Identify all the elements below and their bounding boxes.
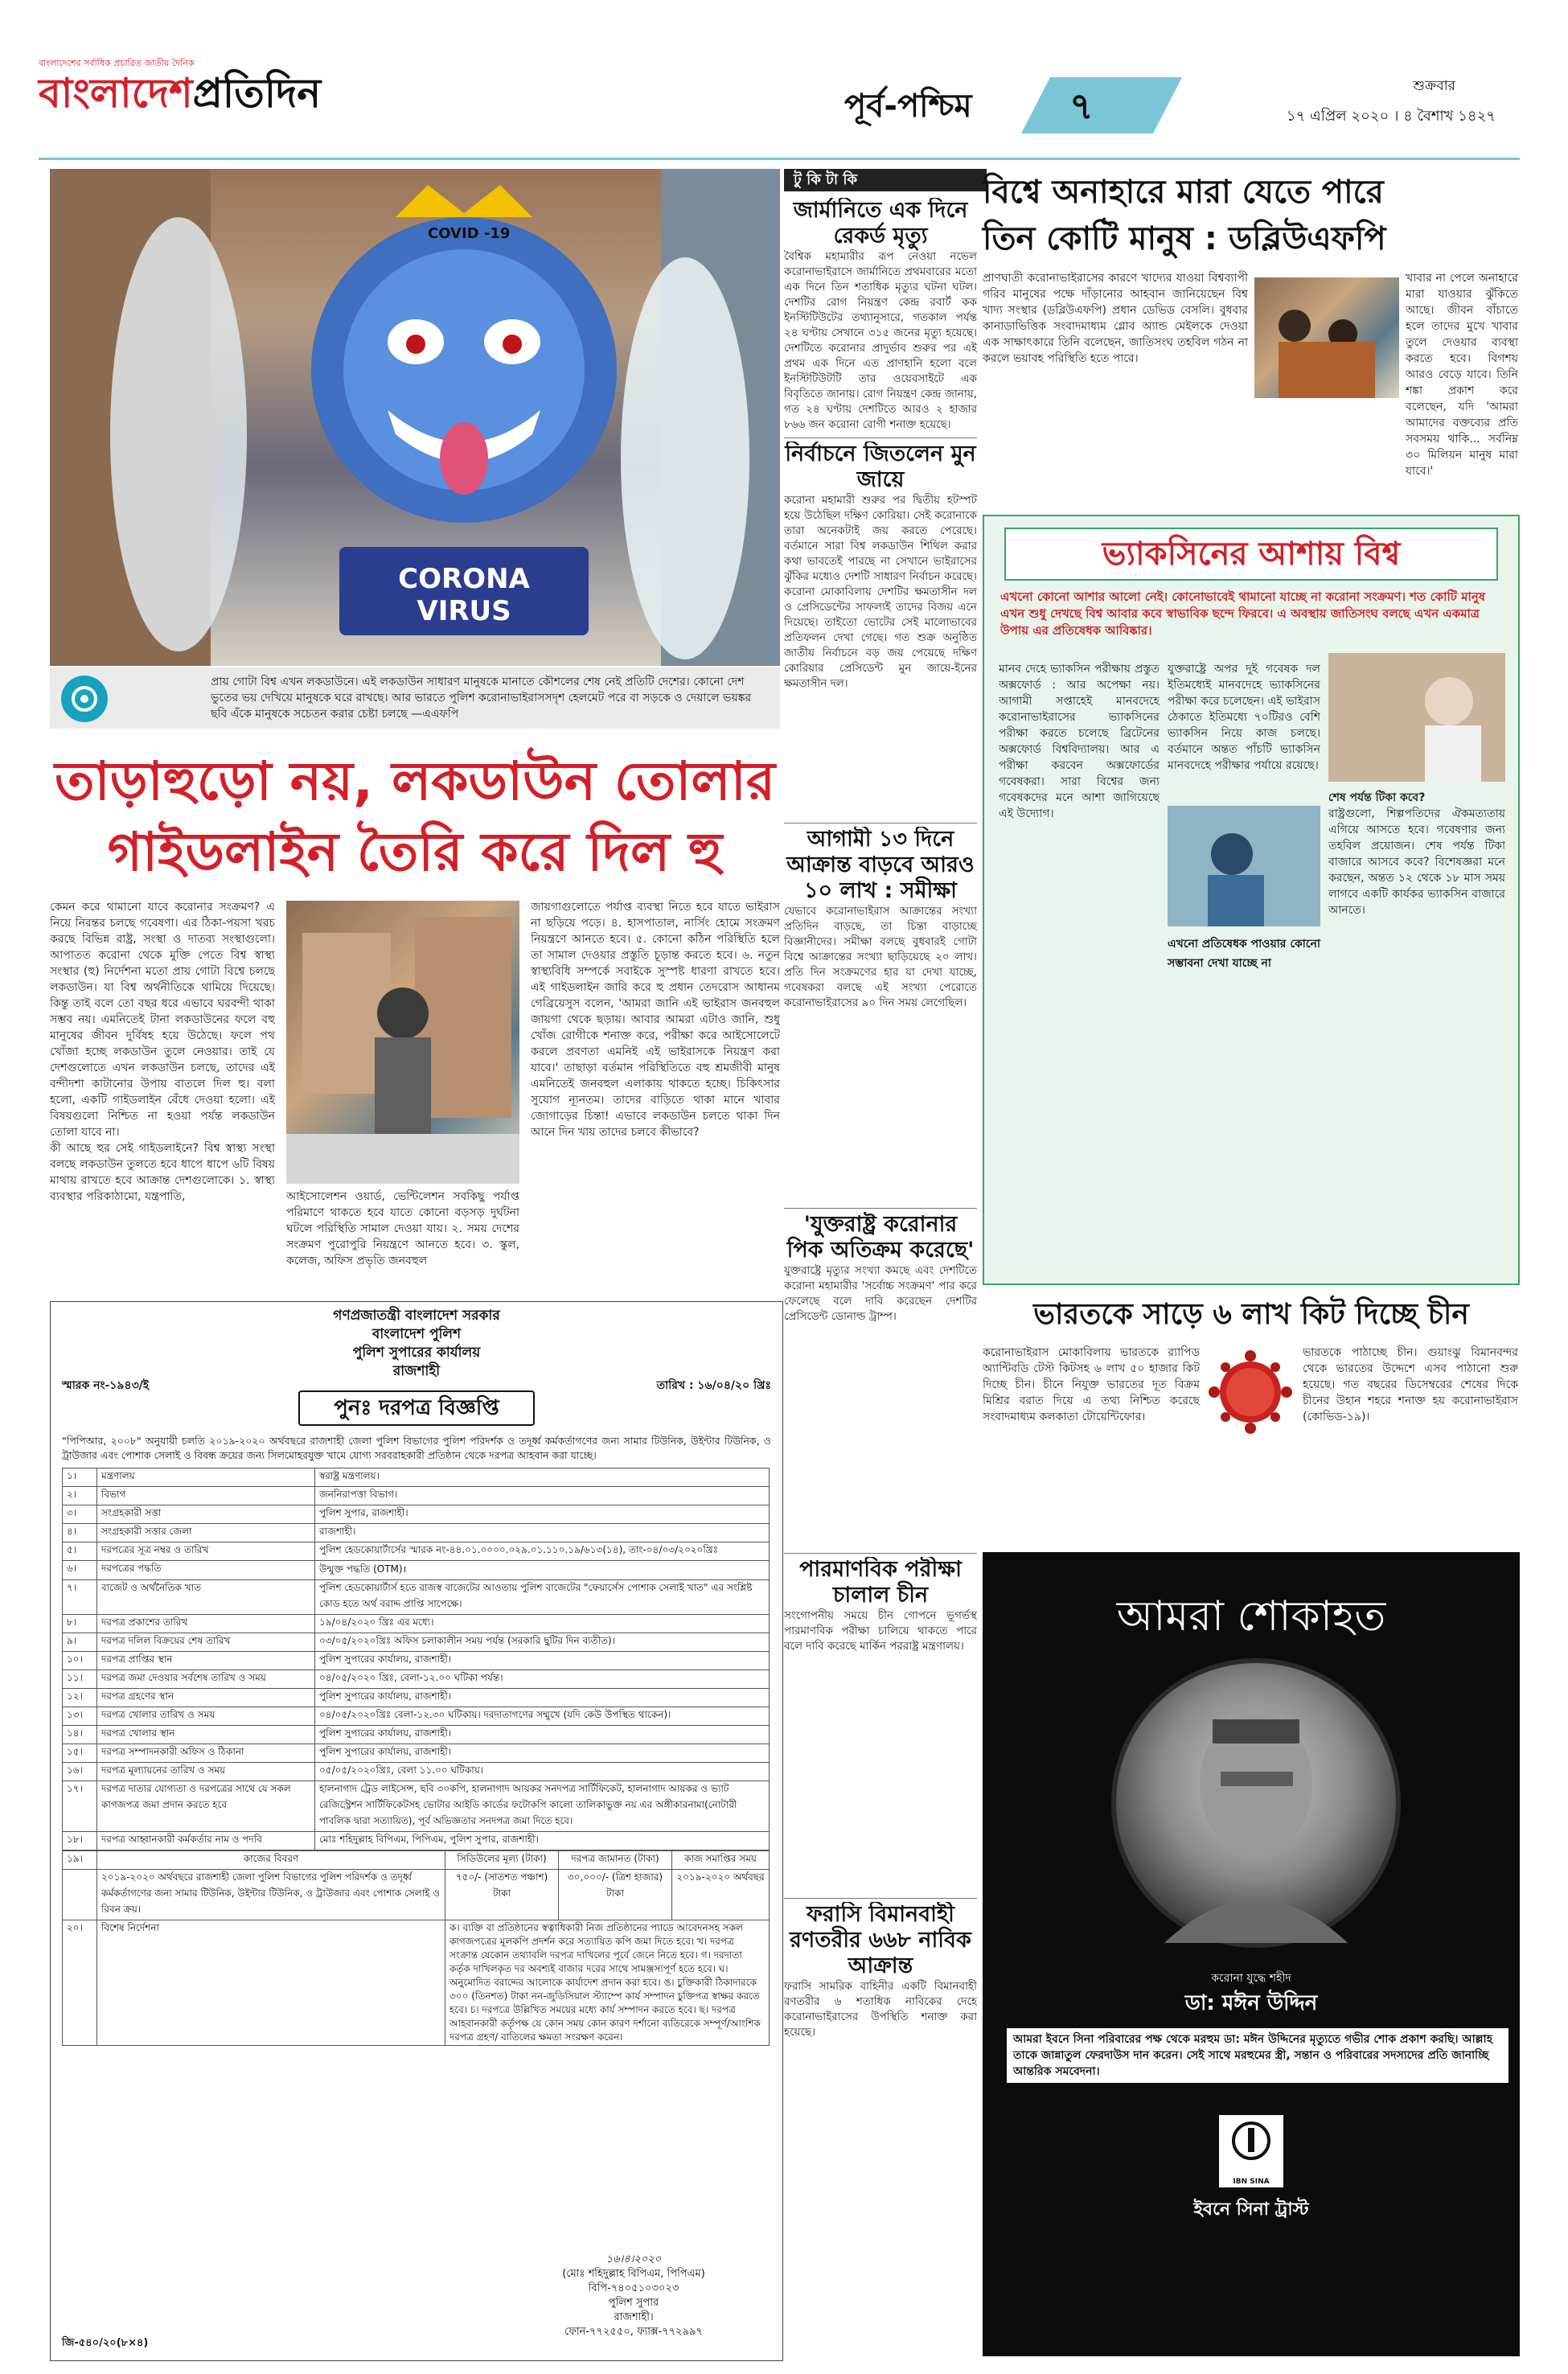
hunger-headline-line2: তিন কোটি মানুষ : ডব্লিউএফপি	[983, 220, 1386, 257]
sign-phone: ফোন-৭৭২৫৫০, ফ্যাক্স-৭৭২৯৯৭	[564, 2326, 703, 2338]
tender-cell-label: দরপত্র খোলার তারিখ ও সময়	[97, 1707, 315, 1726]
tender-cell-label: দরপত্র খোলার স্থান	[97, 1726, 315, 1744]
tender-cell-value: পুলিশ হেডকোয়ার্টার্স হতে রাজস্ব বাজেটের আওতায় পুলিশ বাজেটের "ফেয়ার্সেস পোশাক সেলাই খাত" এর সংশ্লিষ্ট কোড হতে অর্থ বরাদ্দ প্রাপ্তি সাপেক্ষে।	[315, 1580, 770, 1615]
story-moon-title: নির্বাচনে জিতলেন মুন জায়ে	[785, 442, 976, 492]
work-security: ৩০,০০০/- (ত্রিশ হাজার) টাকা	[559, 1870, 672, 1920]
tender-cell-value: ০৪/০৫/২০২০খ্রিঃ বেলা-১২.৩০ ঘটিকায়। দরদাতাগণের সম্মুখে (যদি কেউ উপস্থিত থাকেন)।	[315, 1707, 770, 1726]
lockdown-headline-line1: তাড়াহুড়ো নয়, লকডাউন তোলার	[54, 750, 776, 812]
story-moon-body: করোনা মহামারী শুরুর পর দ্বিতীয় হটস্পট হয়ে উঠেছিল দক্ষিণ কোরিয়া। সেই করোনাকে তারা অনেকটাই জয় করতে পেরেছে। বর্তমানে সারা বিশ্ব লকডাউন শিথিল করার কথা ভাবতেই পারছে না সেখানে ভাইরাসের ঝুঁকির মধ্যেও দেশটি সাধারণ নির্বাচন করেছে। করোনা মোকাবিলায় দেশটির ক্ষমতাসীন দল ও প্রেসিডেন্টের সাফল্যই তাদের বিজয় এনে দিয়েছে। তাইতো ভোটের সেই মালোভাবের প্রতিফলন দেখা গেছে। গত শুক্র অনুষ্ঠিত জাতীয় নির্বাচনে বড় জয় পেয়েছে দক্ষিণ কোরিয়ার প্রেসিডেন্ট মুন জায়ে-ইনের ক্ষমতাসীন দল।	[784, 494, 977, 690]
story-french-carrier-body: ফরাসি সামরিক বাহিনীর একটি বিমানবাহী রণতরীর ৬ শতাধিক নাবিকের দেহে করোনাভাইরাসের উপস্থিতি শনাক্ত করা হয়েছে।	[784, 1980, 977, 2039]
obituary-portrait	[1111, 1658, 1401, 1948]
special-label: বিশেষ নির্দেশনা	[97, 1920, 445, 2046]
tender-cell-label: সংগ্রহকারী সত্তার জেলা	[97, 1524, 315, 1542]
vaccine-photo-patient	[1328, 653, 1505, 782]
story-french-carrier	[784, 1902, 977, 2352]
tender-cell-no: ৪।	[63, 1524, 97, 1542]
story-china-nuclear-title: পারমাণবিক পরীক্ষা চালাল চীন	[799, 1557, 962, 1608]
tender-cell-label: দরপত্র মূল্যায়নের তারিখ ও সময়	[97, 1763, 315, 1781]
tender-row	[63, 1832, 770, 1850]
work-table-header: ১৯। কাজের বিবরণ সিডিউলের মূল্য (টাকা) দরপত্র জামানত (টাকা) কাজ সমাপ্তির সময়	[63, 1851, 770, 1870]
tender-row	[63, 1468, 770, 1487]
tender-row	[63, 1781, 770, 1832]
tender-banner: পুনঃ দরপত্র বিজ্ঞপ্তি	[298, 1390, 535, 1426]
story-survey-title: আগামী ১৩ দিনে আক্রান্ত বাড়বে আরও ১০ লাখ : সমীক্ষা	[786, 827, 975, 903]
tender-cell-label: দরপত্র দলিল বিক্রয়ের শেষ তারিখ	[97, 1633, 315, 1652]
tender-cell-value: রাজশাহী।	[315, 1524, 770, 1542]
tender-cell-no: ১৫।	[63, 1744, 97, 1763]
virus-graphic	[1206, 1348, 1295, 1436]
tender-cell-value: হালনাগাদ ট্রেড লাইসেন্স, ছবি ৩০কপি, হালনাগাদ আয়কর সনদপত্র সার্টিফিকেট, হালনাগাদ আয়কর ও ভ্যাট রেজিস্ট্রেশন সার্টিফিকেটসহ ভোটার আইডি কার্ডের ফটোকপি কালো তালিকাভুক্ত নয় এর অঙ্গীকারনামা(নোটারী পাবলিক দ্বারা সত্যায়িত), পূর্ব অভিজ্ঞতার সনদপত্র জমা দিতে হবে।	[315, 1781, 770, 1832]
tender-cell-value: জননিরাপত্তা বিভাগ।	[315, 1487, 770, 1505]
tender-header-line2: বাংলাদেশ পুলিশ	[371, 1326, 462, 1342]
story-survey	[784, 827, 977, 1205]
obituary-ad	[983, 1552, 1520, 2356]
vaccine-oxford-sub: এখনো প্রতিষেধক পাওয়ার কোনো সম্ভাবনা দেখা যাচ্ছে না	[1168, 938, 1320, 970]
work-table-row	[63, 1870, 770, 1920]
tender-cell-no: ১৮।	[63, 1832, 97, 1850]
special-text: ক। ব্যক্তি বা প্রতিষ্ঠানের স্বত্বাধিকারী নিজ প্রতিষ্ঠানের প্যাডে আবেদনসহ সকল কাগজপত্রের মূলকপি প্রদর্শন করে সত্যায়িত কপি জমা দিতে হবে। খ। দরপত্র সংক্রান্ত যেকোন তথ্যাবলি দরপত্র দাখিলের পূর্বে জেনে নিতে হবে। গ। দরদাতা কর্তৃক দাখিলকৃত দর অবশ্যই বাজার দরের সাথে সামঞ্জস্যপূর্ণ হতে হবে। ঘ। অনুমোদিত বরাদ্দের আলোকে কার্যাদেশ প্রদান করা হবে। ঙ। চুক্তিকারী ঠিকাদারকে ৩০০ (তিনশত) টাকা নন-জুডিসিয়াল স্ট্যাম্পে কার্য সম্পাদন চুক্তিপত্র স্বাক্ষর করতে হবে। চ। দরপত্রে উল্লিখিত সময়ের মধ্যে কার্য সম্পাদন করতে হবে। ছ। দরপত্র আহবানকারী কর্তৃপক্ষ যে কোন সময় কোন কারণ দর্শানো ব্যতিরেকে সম্পূর্ণ/আংশিক দরপত্র গ্রহণ/ বাতিলের ক্ষমতা সংরক্ষণ করেন।	[445, 1920, 770, 2046]
caption-text: প্রায় গোটা বিশ্ব এখন লকডাউনে। এই লকডাউন সাধারণ মানুষকে মানাতে কৌশলের শেষ নেই প্রতিটি দেশের। কোনো দেশ ভুতের ভয় দেখিয়ে মানুষকে ঘরে রাখছে। আর ভারতে পুলিশ করোনাভাইরাসসদৃশ হেলমেট পরে বা সড়কে ও দেয়ালে ভয়ঙ্কর ছবি এঁকে মানুষকে সচেতন করার চেষ্টা চলছে —এএফপি	[211, 676, 752, 721]
tender-cell-no: ১৭।	[63, 1781, 97, 1832]
logo-name-part2: প্রতিদিন	[192, 70, 322, 117]
story-germany	[784, 198, 977, 434]
tender-header-line4: রাজশাহী	[392, 1363, 441, 1379]
vaccine-intro: এখনো কোনো আশার আলো নেই। কোনোভাবেই থামানো যাচ্ছে না করোনা সংক্রমণ। শত কোটি মানুষ এখন শুধু দেখছে বিশ্ব আবার কবে স্বাভাবিক ছন্দে ফিরবে। এ অবস্থায় জাতিসংঘ বলছে এখন একমাত্র উপায় এর প্রতিষেধক আবিষ্কার।	[1000, 589, 1486, 638]
hunger-headline-line1: বিশ্বে অনাহারে মারা যেতে পারে	[983, 174, 1384, 211]
work-table	[62, 1850, 770, 2046]
page-number-badge	[1021, 77, 1182, 133]
tender-cell-label: দরপত্রের সূত্র নম্বর ও তারিখ	[97, 1542, 315, 1561]
tender-row	[63, 1744, 770, 1763]
tender-cell-no: ৭।	[63, 1580, 97, 1615]
man-balcony-photo	[286, 901, 519, 1184]
section-title: পূর্ব-পশ্চিম	[844, 88, 972, 125]
sign-post: পুলিশ সুপার	[608, 2297, 659, 2309]
tender-cell-value: পুলিশ সুপার, রাজশাহী।	[315, 1505, 770, 1524]
sign-date: ১৬।৪।২০২০	[605, 2253, 662, 2265]
tender-cell-label: দরপত্র সম্পাদনকারী অফিস ও ঠিকানা	[97, 1744, 315, 1763]
tender-row	[63, 1505, 770, 1524]
tender-row	[63, 1726, 770, 1744]
sign-name: (মোঃ শহিদুল্লাহ বিপিএম, পিপিএম)	[562, 2268, 705, 2280]
work-header-desc: কাজের বিবরণ	[97, 1851, 445, 1870]
tuki-taki-label: টু কি টা কি	[784, 169, 987, 191]
india-headline: ভারতকে সাড়ে ৬ লাখ কিট দিচ্ছে চীন	[1033, 1298, 1469, 1331]
tender-row	[63, 1763, 770, 1781]
lockdown-col3: জায়গাগুলোতে পর্যাপ্ত ব্যবস্থা নিতে হবে যাতে ভাইরাস না ছড়িয়ে পড়ে। ৪. হাসপাতাল, নার্সিং হোমে সংক্রমণ নিয়ন্ত্রণে আনতে হবে। ৫. কোনো কঠিন পরিস্থিতি হলে তা সামাল দেওয়ার প্রস্তুতি চূড়ান্ত করতে হবে। ৬. নতুন স্বাস্থ্যবিধি সম্পর্কে সবাইকে সুস্পষ্ট ধারণা রাখতে হবে। এই গাইডলাইন জারি করে হু প্রধান তেদরোস আধানম গেব্রিয়েসুস বলেন, 'আমরা জানি এই ভাইরাস জনবহুল জায়গা থেকে ছড়ায়। আবার আমরা এটাও জানি, শুধু খোঁজ রোগীকে শনাক্ত করে, পরীক্ষা করে আইসোলেটে করলে প্রবণতা এমনিই এই ভাইরাসকে নিয়ন্ত্রণ করা যাবে।' তাছাড়া বর্তমান পরিস্থিতিতে বহু শ্রমজীবী মানুষ এমনিতেই জনবহুল এলাকায় থাকতে হচ্ছে। চিকিৎসার সুযোগ ন্যূনতম। তাদের বাড়িতে থাকা মানে খাবার জোগাড়ের চিন্তা! এভাবে লকডাউন চলতে থাকা দিন আনে দিন খায় তাদের চলবে কীভাবে?	[531, 901, 780, 1139]
tender-cell-label: মন্ত্রণালয়	[97, 1468, 315, 1487]
tender-header-line1: গণপ্রজাতন্ত্রী বাংলাদেশ সরকার	[333, 1308, 500, 1324]
tender-row	[63, 1524, 770, 1542]
tender-cell-value: মোঃ শহিদুল্লাহ বিপিএম, পিপিএম, পুলিশ সুপার, রাজশাহী।	[315, 1832, 770, 1850]
lockdown-col2: আইসোলেশন ওয়ার্ড, ভেন্টিলেশন সবকিছু পর্যাপ্ত পরিমাণে থাকতে হবে যাতে কোনো বড়সড় দুর্ঘটনা ঘটলে পরিস্থিতি সামাল দেওয়া যায়। ২. সময় দেশের সংক্রমণ পুরোপুরি নিয়ন্ত্রণে আনতে হবে। ৩. স্কুল, কলেজ, অফিস প্রভৃতি জনবহুল	[286, 1190, 519, 1267]
story-moon	[784, 442, 977, 819]
work-time: ২০১৯-২০২০ অর্থবছর	[672, 1870, 770, 1920]
vaccine-title: ভ্যাকসিনের আশায় বিশ্ব	[1004, 528, 1498, 581]
tender-cell-value: স্বরাষ্ট্র মন্ত্রণালয়।	[315, 1468, 770, 1487]
photo-caption	[50, 667, 780, 729]
tender-cell-label: বিভাগ	[97, 1487, 315, 1505]
tender-cell-label: দরপত্রের পদ্ধতি	[97, 1561, 315, 1580]
work-desc: ২০১৯-২০২০ অর্থবছরে রাজশাহী জেলা পুলিশ বিভাগের পুলিশ পরিদর্শক ও তদূর্ধ্ব কর্মকর্তাগণের জন্য সামার টিউনিক, উইন্টার টিউনিক, ও ট্রাউজার এবং পোশাক সেলাই ও রিবন ক্রয়।	[97, 1870, 445, 1920]
tender-cell-label: দরপত্র জমা দেওয়ার সর্বশেষ তারিখ ও সময়	[97, 1670, 315, 1689]
section-header	[804, 77, 1504, 133]
masthead-rule	[39, 158, 1520, 160]
tender-table	[62, 1468, 770, 1850]
weekday: শুক্রবার	[1413, 78, 1455, 94]
lockdown-headline-line2: গাইডলাইন তৈরি করে দিল হু	[107, 821, 723, 883]
tender-row	[63, 1689, 770, 1707]
vaccine-col3-text: রাষ্ট্রগুলো, শিল্পপতিদের ঐকমত্যতায় এগিয়ে আসতে হবে। গবেষণার জন্য তহবিল প্রয়োজন। শেষ পর্যন্ত টিকা বাজারে আসবে কবে? বিশেষজ্ঞরা মনে করছেন, অন্তত ১২ থেকে ১৮ মাস সময় লাগবে একটি কার্যকর ভ্যাকসিন বাজারে আনতে।	[1328, 807, 1505, 917]
tender-cell-no: ৫।	[63, 1542, 97, 1561]
lockdown-col1b-text: কী আছে হুর সেই গাইডলাইনে? বিশ্ব স্বাস্থ্য সংস্থা বলছে লকডাউন তুলতে হবে ধাপে ধাপে ৬টি বিষয় মাথায় রাখতে হবে আক্রান্ত দেশগুলোকে। ১. স্বাস্থ্য ব্যবস্থার পরিকাঠামো, যন্ত্রপাতি,	[50, 1142, 275, 1203]
sign-id: বিপি-৭৪০৫১০৩০২৩	[588, 2282, 679, 2294]
tender-row	[63, 1633, 770, 1652]
story-china-nuclear-body: সংগোপনীয় সময়ে চীন গোপনে ভূগর্ভস্থ পারমাণবিক পরীক্ষা চালিয়ে থাকতে পারে বলে দাবি করেছে মার্কিন পররাষ্ট্র মন্ত্রণালয়।	[784, 1609, 977, 1653]
tender-cell-label: দরপত্র দাতার যোগ্যতা ও দরপত্রের সাথে যে সকল কাগজপত্র জমা প্রদান করতে হবে	[97, 1781, 315, 1832]
story-us-peak	[784, 1212, 977, 1550]
vaccine-question: শেষ পর্যন্ত টিকা কবে?	[1328, 791, 1426, 804]
tender-row	[63, 1615, 770, 1633]
tender-cell-no: ৮।	[63, 1615, 97, 1633]
story-germany-title: জার্মানিতে এক দিনে রেকর্ড মৃত্যু	[793, 198, 968, 248]
tender-cell-no: ১৩।	[63, 1707, 97, 1726]
vaccine-col2: যুক্তরাষ্ট্রে অপর দুই গবেষক দল ইতিমধ্যেই মানবদেহে ভ্যাকসিনের পরীক্ষা করে চলেছেন। এই ভাইরাস ঠেকাতে ইতিমধ্যে ৭০টিরও বেশি ভ্যাকসিন নিয়ে কাজ চলছে। বর্তমানে অন্তত পাঁচটি ভ্যাকসিন মানবদেহে পরীক্ষার পর্যায়ে রয়েছে।	[1168, 663, 1320, 772]
india-col1: করোনাভাইরাস মোকাবিলায় ভারতকে র‌্যাপিড অ্যান্টিবডি টেস্ট কিটসহ ৬ লাখ ৫০ হাজার কিট দিচ্ছে চীন। চীনে নিযুক্ত ভারতের দূত বিক্রম মিশ্রির বরাত দিয়ে এ তথ্য নিশ্চিত করেছে সংবাদমাধ্যম কলকাতা টোয়েন্টিফোর।	[983, 1346, 1200, 1423]
lockdown-col1	[50, 899, 275, 1293]
issue-date: ১৭ এপ্রিল ২০২০ । ৪ বৈশাখ ১৪২৭	[1286, 108, 1496, 125]
tender-row	[63, 1561, 770, 1580]
work-schedule: ৭৫০/- (সাতশত পঞ্চাশ) টাকা	[445, 1870, 559, 1920]
tender-cell-value: পুলিশ সুপারের কার্যালয়, রাজশাহী।	[315, 1652, 770, 1670]
lockdown-headline	[50, 746, 780, 888]
vaccine-feature	[983, 515, 1520, 1285]
story-germany-body: বৈশ্বিক মহামারীর রূপ নেওয়া নভেল করোনাভাইরাসে জার্মানিতে প্রথমবারের মতো এক দিনে তিন শতাধিক মৃত্যুর ঘটনা ঘটল। দেশটির রোগ নিয়ন্ত্রণ কেন্দ্র রবার্ট কক ইনস্টিটিউটের তথ্যানুসারে, গতকাল পর্যন্ত ২৪ ঘণ্টায় সেখানে ৩১৫ জনের মৃত্যু হয়েছে। দেশটিতে করোনার প্রাদুর্ভাব শুরুর পর এই প্রথম এক দিনে এত প্রাণহানি হলো বলে ইনস্টিটিউটটি তার ওয়েবসাইটে এক বিবৃতিতে জানায়। রোগ নিয়ন্ত্রণ কেন্দ্র জানায়, গত ২৪ ঘণ্টায় দেশটিতে আরও ২ হাজার ৮৬৬ জন করোনা রোগী শনাক্ত হয়েছে।	[784, 250, 977, 431]
tender-cell-label: দরপত্র গ্রহণের স্থান	[97, 1689, 315, 1707]
page-number: ৭	[1069, 84, 1094, 128]
logo-name-part1: বাংলাদেশ	[39, 70, 193, 117]
tender-cell-no: ১২।	[63, 1689, 97, 1707]
tender-cell-value: ০৫/০৫/২০২০খ্রিঃ, বেলা ১১.০০ ঘটিকায়।	[315, 1763, 770, 1781]
work-header-security: দরপত্র জামানত (টাকা)	[559, 1851, 672, 1870]
hunger-headline	[983, 169, 1520, 262]
hunger-photo	[1254, 277, 1399, 398]
hunger-col2: খাবার না পেলে অনাহারে মারা যাওয়ার ঝুঁকিতে আছে। জীবন বাঁচাতে হলে তাদের মুখে খাবার তুলে দেওয়ার ব্যবস্থা করতে হবে। বিগশয় আরও বেড়ে যাবে। তিনি শঙ্কা প্রকাশ করে বলেছেন, যদি 'আমরা আমাদের বক্তব্যের প্রতি সবসময় থাকি... সর্বনিম্ন ৩০ মিলিয়ন মানুষ মারা যাবে।'	[1406, 272, 1518, 478]
story-us-peak-body: যুক্তরাষ্ট্রে মৃত্যুর সংখ্যা কমছে এবং দেশটিতে করোনা মহামারীর 'সর্বোচ্চ সংক্রমণ' পার করে ফেলেছে বলে দাবি করেছেন দেশটির প্রেসিডেন্ট ডোনাল্ড ট্রাম্প।	[784, 1264, 977, 1323]
tender-cell-no: ১৬।	[63, 1763, 97, 1781]
tender-cell-no: ১১।	[63, 1670, 97, 1689]
tender-code: জি-৫৪০/২০(৮×৪)	[62, 2337, 149, 2349]
tender-cell-no: ৯।	[63, 1633, 97, 1652]
lockdown-col1-text: কেমন করে থামানো যাবে করোনার সংক্রমণ? এ নিয়ে নিরন্তর চলছে গবেষণা। এর ঠিকা-পয়সা খরচ করছে বিভিন্ন রাষ্ট্র, সংস্থা ও দাতব্য সংস্থাগুলো। আপাতত করোনা থেকে মুক্তি পেতে বিশ্ব স্বাস্থ্য সংস্থার (হু) নির্দেশনা মতো প্রায় গোটা বিশ্বে চলছে লকডাউন। যা বিশ্ব অর্থনীতিকে থামিয়ে দিয়েছে। কিন্তু তাই বলে তো বছর ধরে এভাবে ঘরবন্দী থাকা সম্ভব নয়। এমনিতেই টানা লকডাউনের ফলে বহু মানুষের জীবন দুর্বিষহ হয়ে উঠেছে। ফলে পথ খোঁজা হচ্ছে লকডাউন তুলে নেওয়ার। তাই যে দেশগুলোতে এখন লকডাউন চলছে, তাদের এই বন্দীদশা কাটানোর উপায় বাতলে দিল হু। বলা হলো, একটি গাইডলাইন বেঁধে দেওয়া হলো। এই বিষয়গুলো নিশ্চিত না হওয়া পর্যন্ত লকডাউন তোলা যাবে না।	[50, 901, 275, 1139]
tender-cell-value: ০৩/০৫/২০২০খ্রিঃ অফিস চলাকালীন সময় পর্যন্ত (সরকারি ছুটির দিন ব্যতীত)।	[315, 1633, 770, 1652]
logo-name	[39, 72, 344, 116]
ibn-sina-logo-text: IBN SINA	[1233, 2178, 1270, 2186]
tender-header	[51, 1307, 782, 1381]
newspaper-logo	[39, 56, 344, 151]
vaccine-col3	[1328, 790, 1505, 1272]
obituary-subtitle: করোনা যুদ্ধে শহীদ	[1211, 1972, 1291, 1985]
tender-signature	[501, 2253, 766, 2339]
sign-place: রাজশাহী।	[614, 2311, 654, 2323]
tender-header-line3: পুলিশ সুপারের কার্যালয়	[352, 1345, 481, 1361]
tender-cell-value: উন্মুক্ত পদ্ধতি (OTM)।	[315, 1561, 770, 1580]
tender-cell-value: পুলিশ সুপারের কার্যালয়, রাজশাহী।	[315, 1726, 770, 1744]
tender-date: তারিখ : ১৬/০৪/২০ খ্রিঃ	[656, 1379, 771, 1392]
tender-notice	[50, 1301, 783, 2361]
tender-intro: "পিপিআর, ২০০৮" অনুযায়ী চলতি ২০১৯-২০২০ অর্থবছরে রাজশাহী জেলা পুলিশ বিভাগের পুলিশ পরিদর্শক ও তদূর্ধ্ব কর্মকর্তাগণের জন্য সামার টিউনিক, উইন্টার টিউনিক, ও ট্রাউজার এবং পোশাক সেলাই ও বিবন্ধ ক্রয়ের জন্য সিলমোহরযুক্ত খামে যোগ্য সরবরাহকারী প্রতিষ্ঠান থেকে দরপত্র আহবান করা যাচ্ছে।	[62, 1435, 771, 1461]
tender-cell-no: ২।	[63, 1487, 97, 1505]
obituary-name: ডা: মঈন উদ্দিন	[1184, 1991, 1318, 2015]
tender-cell-no: ৩।	[63, 1505, 97, 1524]
tender-cell-no: ১০।	[63, 1652, 97, 1670]
story-survey-body: যেভাবে করোনাভাইরাস আক্রান্তের সংখ্যা প্রতিদিন বাড়ছে, তা চিন্তা বাড়াচ্ছে বিজ্ঞানীদের। সমীক্ষা বলছে বুধবারই গোটা বিশ্বে আক্রান্তের সংখ্যা ছাড়িয়েছে ২০ লাখ। প্রতি দিন সংক্রমণের হার যা দেখা যাচ্ছে, গবেষকরা বলছে এই সংখ্যা পেরোতে করোনাভাইরাসের ৯০ দিন সময় লেগেছিল।	[784, 905, 977, 1009]
obituary-org: ইবনে সিনা ট্রাস্ট	[1193, 2199, 1309, 2220]
camera-icon	[61, 676, 108, 722]
tender-cell-value: পুলিশ সুপারের কার্যালয়, রাজশাহী।	[315, 1689, 770, 1707]
tender-cell-no: ৬।	[63, 1561, 97, 1580]
tender-row	[63, 1670, 770, 1689]
vaccine-photo-lab	[1168, 806, 1320, 926]
tender-row	[63, 1707, 770, 1726]
tender-cell-value: পুলিশ সুপারের কার্যালয়, রাজশাহী।	[315, 1744, 770, 1763]
lead-photo	[50, 169, 780, 666]
tender-cell-label: দরপত্র আহ্বানকারী কর্মকর্তার নাম ও পদবি	[97, 1832, 315, 1850]
tender-cell-value: পুলিশ হেডকোয়ার্টার্সের স্মারক নং-৪৪.০১.০০০০.০২৯.০১.১১০.১৯/৬১৩(১৪), তাং-০৪/০৩/২০২০খ্রিঃ	[315, 1542, 770, 1561]
tender-cell-value: ১৯/০৪/২০২০ খ্রিঃ এর মধ্যে।	[315, 1615, 770, 1633]
hunger-col1: প্রাণঘাতী করোনাভাইরাসের কারণে খাদ্যের যাওয়া বিশ্বব্যাপী গরিব মানুষের পক্ষে দাঁড়ানোর আহবান জানিয়েছেন বিশ্ব খাদ্য সংস্থার (ডব্লিউএফপি) প্রধান ডেভিড বেসলি। বুধবার কানাডাভিত্তিক সংবাদমাধ্যম গ্লোব অ্যান্ড মেইলকে দেওয়া এক সাক্ষাৎকারে তিনি বলেছেন, জাতিসংঘ তহবিল গঠন না করলে ভয়াবহ পরিস্থিতি হতে পারে।	[983, 272, 1248, 365]
work-header-schedule: সিডিউলের মূল্য (টাকা)	[445, 1851, 559, 1870]
obituary-title: আমরা শোকাহত	[1116, 1592, 1386, 1641]
story-china-nuclear	[784, 1557, 977, 1895]
tender-cell-label: বাজেট ও অর্থনৈতিক খাত	[97, 1580, 315, 1615]
ibn-sina-logo	[1219, 2115, 1283, 2187]
tender-cell-label: সংগ্রহকারী সত্তা	[97, 1505, 315, 1524]
tender-row	[63, 1542, 770, 1561]
special-instructions-row: ২০। বিশেষ নির্দেশনা ক। ব্যক্তি বা প্রতিষ্ঠানের স্বত্বাধিকারী নিজ প্রতিষ্ঠানের প্যাডে আবেদনসহ সকল কাগজপত্রের মূলকপি প্রদর্শন করে সত্যায়িত কপি জমা দিতে হবে। খ। দরপত্র সংক্রান্ত যেকোন তথ্যাবলি দরপত্র দাখিলের পূর্বে জেনে নিতে হবে। গ। দরদাতা কর্তৃক দাখিলকৃত দর অবশ্যই বাজার দরের সাথে সামঞ্জস্যপূর্ণ হতে হবে। ঘ। অনুমোদিত বরাদ্দের আলোকে কার্যাদেশ প্রদান করা হবে। ঙ। চুক্তিকারী ঠিকাদারকে ৩০০ (তিনশত) টাকা নন-জুডিসিয়াল স্ট্যাম্পে কার্য সম্পাদন চুক্তিপত্র স্বাক্ষর করতে হবে। চ। দরপত্রে উল্লিখিত সময়ের মধ্যে কার্য সম্পাদন করতে হবে। ছ। দরপত্র আহবানকারী কর্তৃপক্ষ যে কোন সময় কোন কারণ দর্শানো ব্যতিরেকে সম্পূর্ণ/আংশিক দরপত্র গ্রহণ/ বাতিলের ক্ষমতা সংরক্ষণ করেন।	[63, 1920, 770, 2046]
art-text-covid: COVID -19	[428, 225, 511, 242]
tender-cell-value: ০৪/০৫/২০২০ খ্রিঃ, বেলা-১২.০০ ঘটিকা পর্যন্ত।	[315, 1670, 770, 1689]
tender-row	[63, 1487, 770, 1505]
tender-memo: স্মারক নং-১৯৪৩/ই	[62, 1379, 150, 1392]
tender-row	[63, 1580, 770, 1615]
india-col2: ভারতকে পাঠাচ্ছে চীন। গুয়াংঝু বিমানবন্দর থেকে ভারতের উদ্দেশে এসব পাঠানো শুরু হয়েছে। গত বছরের ডিসেম্বরের শেষের দিকে চীনের উহান শহরে শনাক্ত হয় করোনাভাইরাস (কোভিড-১৯)।	[1303, 1346, 1518, 1423]
tender-cell-label: দরপত্র প্রাপ্তির স্থান	[97, 1652, 315, 1670]
tender-row	[63, 1652, 770, 1670]
story-french-carrier-title: ফরাসি বিমানবাহী রণতরীর ৬৬৮ নাবিক আক্রান্ত	[790, 1902, 971, 1978]
logo-tagline: বাংলাদেশের সর্বাধিক প্রচারিত জাতীয় দৈনিক	[39, 58, 195, 68]
art-text-corona: CORONA VIRUS	[398, 563, 530, 627]
work-header-time: কাজ সমাপ্তির সময়	[672, 1851, 770, 1870]
vaccine-col1: মানব দেহে ভ্যাকসিন পরীক্ষায় প্রস্তুত অক্সফোর্ড : আর অপেক্ষা নয়। আগামী সপ্তাহেই মানবদেহে করোনাভাইরাসের ভ্যাকসিনের পরীক্ষা করতে চলেছে ব্রিটেনের অক্সফোর্ড বিশ্ববিদ্যালয়। আর এ পরীক্ষা করবেন অক্সফোর্ডের গবেষকরা। সারা বিশ্বের জন্য গবেষকদের মনে আশা জাগিয়েছে এই উদ্যোগ।	[999, 663, 1160, 820]
story-us-peak-title: 'যুক্তরাষ্ট্র করোনার পিক অতিক্রম করেছে'	[786, 1212, 975, 1263]
tender-cell-no: ১৪।	[63, 1726, 97, 1744]
tender-cell-label: দরপত্র প্রকাশের তারিখ	[97, 1615, 315, 1633]
middle-column	[784, 198, 977, 2360]
tender-cell-no: ১।	[63, 1468, 97, 1487]
obituary-message: আমরা ইবনে সিনা পরিবারের পক্ষ থেকে মরহুম ডা: মঈন উদ্দিনের মৃত্যুতে গভীর শোক প্রকাশ করছি। আল্লাহ তাকে জান্নাতুল ফেরদাউস দান করেন। সেই সাথে মরহুমের স্ত্রী, সন্তান ও পরিবারের সদস্যদের প্রতি জানাচ্ছি আন্তরিক সমবেদনা।	[1007, 2028, 1508, 2083]
